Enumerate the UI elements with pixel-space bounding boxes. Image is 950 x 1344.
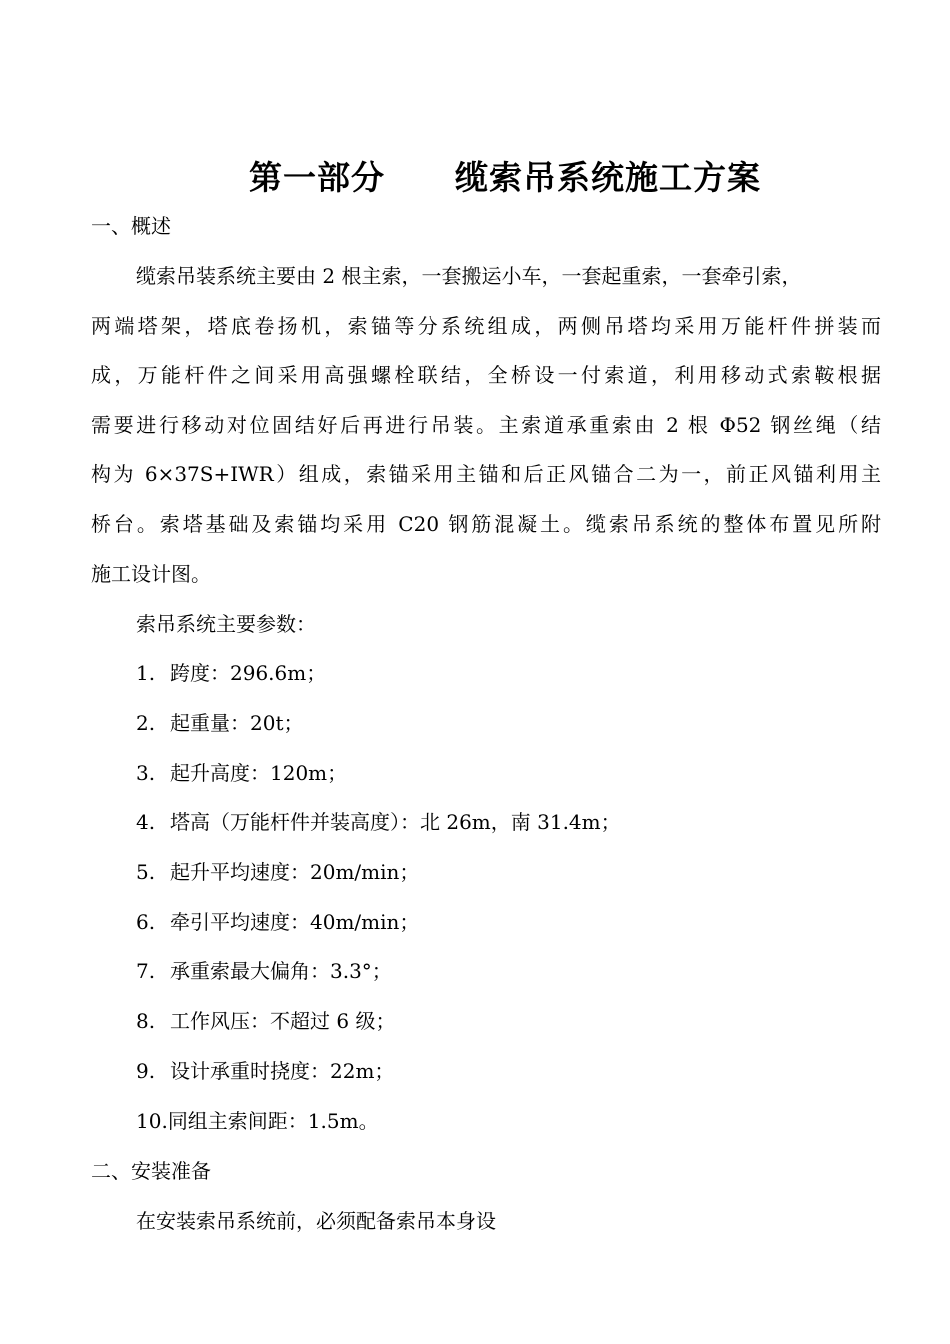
params-intro: 索吊系统主要参数： xyxy=(136,612,316,636)
page-title xyxy=(0,152,950,204)
section-heading-preparation: 二、安装准备 xyxy=(91,1159,211,1183)
param-item xyxy=(136,951,881,991)
param-item xyxy=(136,1001,881,1041)
param-text: 跨度：296.6m； xyxy=(170,661,327,685)
param-item xyxy=(136,753,881,793)
param-item xyxy=(136,1101,881,1141)
param-number: 4. xyxy=(136,810,156,834)
title-part: 第一部分 xyxy=(249,158,385,197)
param-item xyxy=(136,1051,881,1091)
param-number: 3. xyxy=(136,761,156,785)
param-number: 2. xyxy=(136,711,156,735)
paragraph-line: 成，万能杆件之间采用高强螺栓联结，全桥设一付索道，利用移动式索鞍根据 xyxy=(91,363,881,387)
paragraph-line: 施工设计图。 xyxy=(91,562,211,586)
param-number: 10. xyxy=(136,1109,168,1133)
param-number: 1. xyxy=(136,661,156,685)
param-number: 8. xyxy=(136,1009,156,1033)
param-text: 起升高度：120m； xyxy=(170,761,348,785)
param-text: 起升平均速度：20m/min； xyxy=(170,860,420,884)
param-text: 起重量：20t； xyxy=(170,711,304,735)
paragraph-line: 需要进行移动对位固结好后再进行吊装。主索道承重索由 2 根 Φ52 钢丝绳（结 xyxy=(91,413,881,437)
param-number: 6. xyxy=(136,910,156,934)
paragraph-line: 在安装索吊系统前，必须配备索吊本身设 xyxy=(136,1209,496,1233)
paragraph-line: 构为 6×37S+IWR）组成，索锚采用主锚和后正风锚合二为一，前正风锚利用主 xyxy=(91,462,881,486)
param-text: 工作风压：不超过 6 级； xyxy=(170,1009,396,1033)
param-text: 设计承重时挠度：22m； xyxy=(170,1059,395,1083)
param-number: 9. xyxy=(136,1059,156,1083)
param-item xyxy=(136,852,881,892)
paragraph-line: 缆索吊装系统主要由 2 根主索，一套搬运小车，一套起重索，一套牵引索， xyxy=(136,264,802,288)
param-text: 同组主索间距：1.5m。 xyxy=(167,1109,379,1133)
param-number: 7. xyxy=(136,959,156,983)
param-item xyxy=(136,902,881,942)
param-number: 5. xyxy=(136,860,156,884)
paragraph-line: 桥台。索塔基础及索锚均采用 C20 钢筋混凝土。缆索吊系统的整体布置见所附 xyxy=(91,512,881,536)
section-heading-overview: 一、概述 xyxy=(91,214,171,238)
param-item xyxy=(136,802,881,842)
param-text: 承重索最大偏角：3.3°； xyxy=(170,959,392,983)
paragraph-line: 两端塔架，塔底卷扬机，索锚等分系统组成，两侧吊塔均采用万能杆件拼装而 xyxy=(91,314,881,338)
param-text: 塔高（万能杆件并装高度）：北 26m，南 31.4m； xyxy=(170,810,621,834)
param-item xyxy=(136,653,881,693)
param-item xyxy=(136,703,881,743)
param-text: 牵引平均速度：40m/min； xyxy=(170,910,420,934)
title-name: 缆索吊系统施工方案 xyxy=(455,158,761,197)
